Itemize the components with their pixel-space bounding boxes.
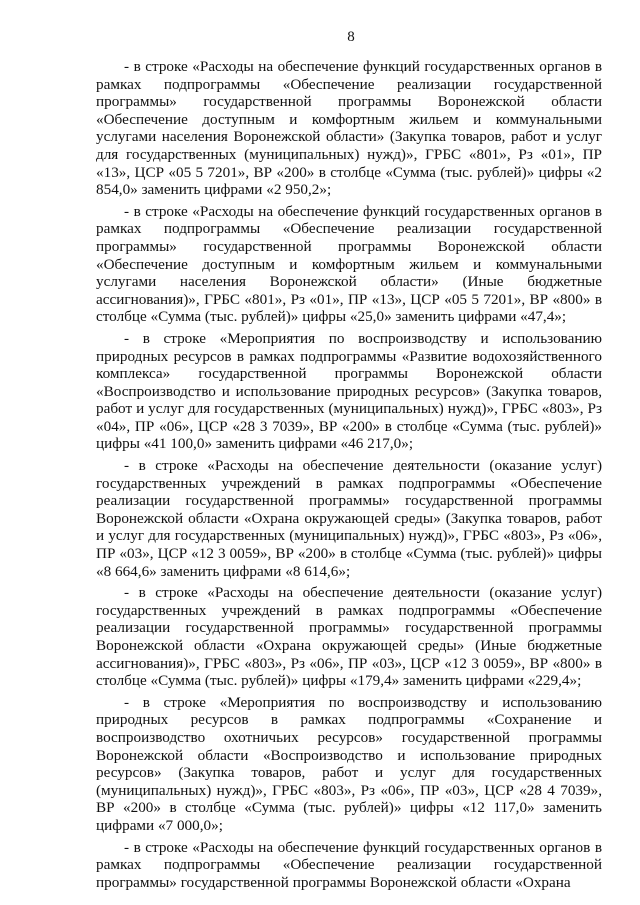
paragraph-4: - в строке «Расходы на обеспечение деятельности (оказание услуг) государственных учреждений в рамках подпрограммы «Обеспечение реализации государственной программы» государственной программы Воронежской области «Охрана окружающей среды» (Закупка товаров, работ и услуг для государственных (муниципальных) нужд)», ГРБС «803», Рз «06», ПР «03», ЦСР «12 3 0059», ВР «200» в столбце «Сумма (тыс. рублей)» цифры «8 664,6» заменить цифрами «8 614,6»; bbox=[96, 457, 602, 580]
paragraph-5: - в строке «Расходы на обеспечение деятельности (оказание услуг) государственных учреждений в рамках подпрограммы «Обеспечение реализации государственной программы» государственной программы Воронежской области «Охрана окружающей среды» (Иные бюджетные ассигнования)», ГРБС «803», Рз «06», ПР «03», ЦСР «12 3 0059», ВР «800» в столбце «Сумма (тыс. рублей)» цифры «179,4» заменить цифрами «229,4»; bbox=[96, 584, 602, 690]
page-number: 8 bbox=[347, 29, 355, 45]
paragraph-7: - в строке «Расходы на обеспечение функций государственных органов в рамках подпрограммы «Обеспечение реализации государственной программы» государственной программы Воронежской области «Охрана bbox=[96, 838, 602, 891]
paragraph-6: - в строке «Мероприятия по воспроизводству и использованию природных ресурсов в рамках подпрограммы «Сохранение и воспроизводство охотничьих ресурсов» государственной программы Воронежской области «Воспроизводство и использование природных ресурсов» (Закупка товаров, работ и услуг для государственных (муниципальных) нужд)», ГРБС «803», Рз «06», ПР «03», ЦСР «28 4 7039», ВР «200» в столбце «Сумма (тыс. рублей)» цифры «12 117,0» заменить цифрами «7 000,0»; bbox=[96, 693, 602, 834]
paragraph-2: - в строке «Расходы на обеспечение функций государственных органов в рамках подпрограммы «Обеспечение реализации государственной программы» государственной программы Воронежской области «Обеспечение доступным и комфортным жильем и коммунальными услугами населения Воронежской области» (Иные бюджетные ассигнования)», ГРБС «801», Рз «01», ПР «13», ЦСР «05 5 7201», ВР «800» в столбце «Сумма (тыс. рублей)» цифры «25,0» заменить цифрами «47,4»; bbox=[96, 202, 602, 326]
paragraph-3: - в строке «Мероприятия по воспроизводству и использованию природных ресурсов в рамках подпрограммы «Развитие водохозяйственного комплекса» государственной программы Воронежской области «Воспроизводство и использование природных ресурсов» (Закупка товаров, работ и услуг для государственных (муниципальных) нужд)», ГРБС «803», Рз «04», ПР «06», ЦСР «28 3 7039», ВР «200» в столбце «Сумма (тыс. рублей)» цифры «41 100,0» заменить цифрами «46 217,0»; bbox=[96, 329, 602, 453]
paragraph-1: - в строке «Расходы на обеспечение функций государственных органов в рамках подпрограммы «Обеспечение реализации государственной программы» государственной программы Воронежской области «Обеспечение доступным и комфортным жильем и коммунальными услугами населения Воронежской области» (Закупка товаров, работ и услуг для государственных (муниципальных) нужд)», ГРБС «801», Рз «01», ПР «13», ЦСР «05 5 7201», ВР «200» в столбце «Сумма (тыс. рублей)» цифры «2 854,0» заменить цифрами «2 950,2»; bbox=[96, 58, 602, 199]
